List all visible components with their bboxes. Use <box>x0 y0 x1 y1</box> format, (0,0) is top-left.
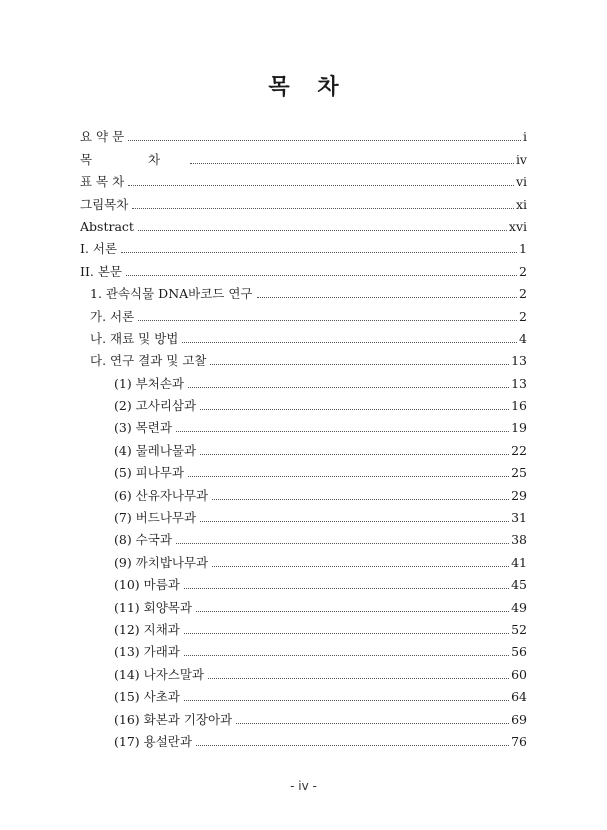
toc-entry-page: iv <box>515 151 527 167</box>
dot-leader <box>121 252 517 253</box>
toc-entry[interactable] <box>80 504 527 526</box>
toc-entry-label: Abstract <box>80 218 134 234</box>
toc-entry-label: (13) 가래과 <box>114 644 180 660</box>
toc-entry-page: 4 <box>519 330 527 346</box>
toc-entry[interactable] <box>80 325 527 347</box>
toc-entry-label: (8) 수국과 <box>114 532 172 548</box>
toc-entry-page: 49 <box>511 599 527 615</box>
toc-entry-page: xi <box>515 196 527 212</box>
toc-entry-label: 목 차 <box>80 151 187 167</box>
dot-leader <box>196 745 509 746</box>
toc-entry-label: (6) 산유자나무과 <box>114 487 209 503</box>
toc-entry[interactable] <box>80 414 527 436</box>
toc-entry-page: 25 <box>511 465 527 481</box>
toc-entry-label: 다. 연구 결과 및 고찰 <box>90 353 207 369</box>
page-title: 목 차 <box>268 74 349 100</box>
toc-entry-page: 69 <box>511 711 527 727</box>
toc-entry-label: (17) 용설란과 <box>114 733 192 749</box>
toc-entry-label: (3) 목련과 <box>114 420 172 436</box>
dot-leader <box>182 342 517 343</box>
toc-entry[interactable] <box>80 728 527 750</box>
dot-leader <box>138 320 517 321</box>
toc-entry-page: 13 <box>511 375 527 391</box>
dot-leader <box>128 185 514 186</box>
toc-entry-page: 19 <box>511 420 527 436</box>
toc-entry[interactable] <box>80 436 527 458</box>
toc-entry-page: 76 <box>511 733 527 749</box>
toc-entry[interactable] <box>80 369 527 391</box>
toc-entry[interactable] <box>80 302 527 324</box>
dot-leader <box>210 364 509 365</box>
toc-entry[interactable] <box>80 190 527 212</box>
toc-entry-page: 2 <box>519 263 527 279</box>
toc-entry-label: (2) 고사리삼과 <box>114 398 197 414</box>
toc-entry-page: 1 <box>519 241 527 257</box>
toc-entry-label: 그림목차 <box>80 196 129 212</box>
toc-entry-page: 56 <box>511 644 527 660</box>
toc-entry[interactable] <box>80 257 527 279</box>
toc-entry-page: 22 <box>511 442 527 458</box>
toc-entry[interactable] <box>80 235 527 257</box>
dot-leader <box>184 700 509 701</box>
toc-entry[interactable] <box>80 705 527 727</box>
dot-leader <box>184 633 509 634</box>
toc-entry-page: vi <box>515 174 527 190</box>
toc-entry-label: I. 서론 <box>80 241 118 257</box>
dot-leader <box>208 678 509 679</box>
toc-entry-page: 16 <box>511 398 527 414</box>
toc-entry-page: 29 <box>511 487 527 503</box>
toc-entry[interactable] <box>80 683 527 705</box>
toc-entry[interactable] <box>80 213 527 235</box>
toc-entry-page: 2 <box>519 308 527 324</box>
dot-leader <box>236 723 509 724</box>
toc-entry-label: 가. 서론 <box>90 308 135 324</box>
toc-entry-page: 52 <box>511 621 527 637</box>
toc-entry-label: (11) 회양목과 <box>114 599 192 615</box>
dot-leader <box>126 275 517 276</box>
dot-leader <box>200 409 509 410</box>
toc-entry-label: (9) 까치밥나무과 <box>114 554 209 570</box>
dot-leader <box>212 566 509 567</box>
toc-entry[interactable] <box>80 481 527 503</box>
dot-leader <box>190 163 514 164</box>
dot-leader <box>200 521 509 522</box>
toc-entry-label: II. 본문 <box>80 263 122 279</box>
table-of-contents <box>80 123 527 750</box>
toc-entry[interactable] <box>80 280 527 302</box>
toc-entry-label: (7) 버드나무과 <box>114 510 197 526</box>
toc-entry[interactable] <box>80 145 527 167</box>
toc-entry[interactable] <box>80 571 527 593</box>
page-number: - iv - <box>290 779 317 793</box>
toc-entry-label: 표 목 차 <box>80 174 125 190</box>
dot-leader <box>188 387 509 388</box>
dot-leader <box>184 588 509 589</box>
toc-entry[interactable] <box>80 459 527 481</box>
toc-entry-page: 41 <box>511 554 527 570</box>
toc-entry-page: 38 <box>511 532 527 548</box>
dot-leader <box>257 297 518 298</box>
toc-entry[interactable] <box>80 638 527 660</box>
toc-entry-page: 13 <box>511 353 527 369</box>
toc-entry-label: (16) 화본과 기장아과 <box>114 711 233 727</box>
dot-leader <box>176 431 509 432</box>
dot-leader <box>138 230 507 231</box>
toc-entry[interactable] <box>80 347 527 369</box>
toc-entry-label: (5) 피나무과 <box>114 465 184 481</box>
toc-entry[interactable] <box>80 548 527 570</box>
dot-leader <box>128 140 521 141</box>
toc-entry[interactable] <box>80 616 527 638</box>
dot-leader <box>184 655 509 656</box>
toc-entry-label: (10) 마름과 <box>114 577 180 593</box>
toc-entry[interactable] <box>80 593 527 615</box>
toc-entry[interactable] <box>80 168 527 190</box>
toc-entry-page: 64 <box>511 689 527 705</box>
toc-entry-label: (4) 물레나물과 <box>114 442 197 458</box>
toc-entry-label: (12) 지채과 <box>114 621 180 637</box>
toc-entry-label: (14) 나자스말과 <box>114 666 205 682</box>
dot-leader <box>188 476 509 477</box>
toc-entry[interactable] <box>80 392 527 414</box>
dot-leader <box>132 208 514 209</box>
toc-entry-page: 45 <box>511 577 527 593</box>
dot-leader <box>176 543 509 544</box>
dot-leader <box>196 611 509 612</box>
dot-leader <box>212 499 509 500</box>
toc-entry[interactable] <box>80 123 527 145</box>
dot-leader <box>200 454 509 455</box>
toc-entry-label: 1. 관속식물 DNA바코드 연구 <box>90 286 253 302</box>
toc-entry-label: 나. 재료 및 방법 <box>90 330 179 346</box>
toc-entry-page: 60 <box>511 666 527 682</box>
toc-entry-label: (1) 부처손과 <box>114 375 184 391</box>
toc-entry-label: 요 약 문 <box>80 129 125 145</box>
toc-entry[interactable] <box>80 660 527 682</box>
toc-entry-page: i <box>523 129 527 145</box>
toc-entry[interactable] <box>80 526 527 548</box>
toc-entry-page: 31 <box>511 510 527 526</box>
toc-entry-label: (15) 사초과 <box>114 689 180 705</box>
toc-entry-page: 2 <box>519 286 527 302</box>
toc-entry-page: xvi <box>508 218 527 234</box>
